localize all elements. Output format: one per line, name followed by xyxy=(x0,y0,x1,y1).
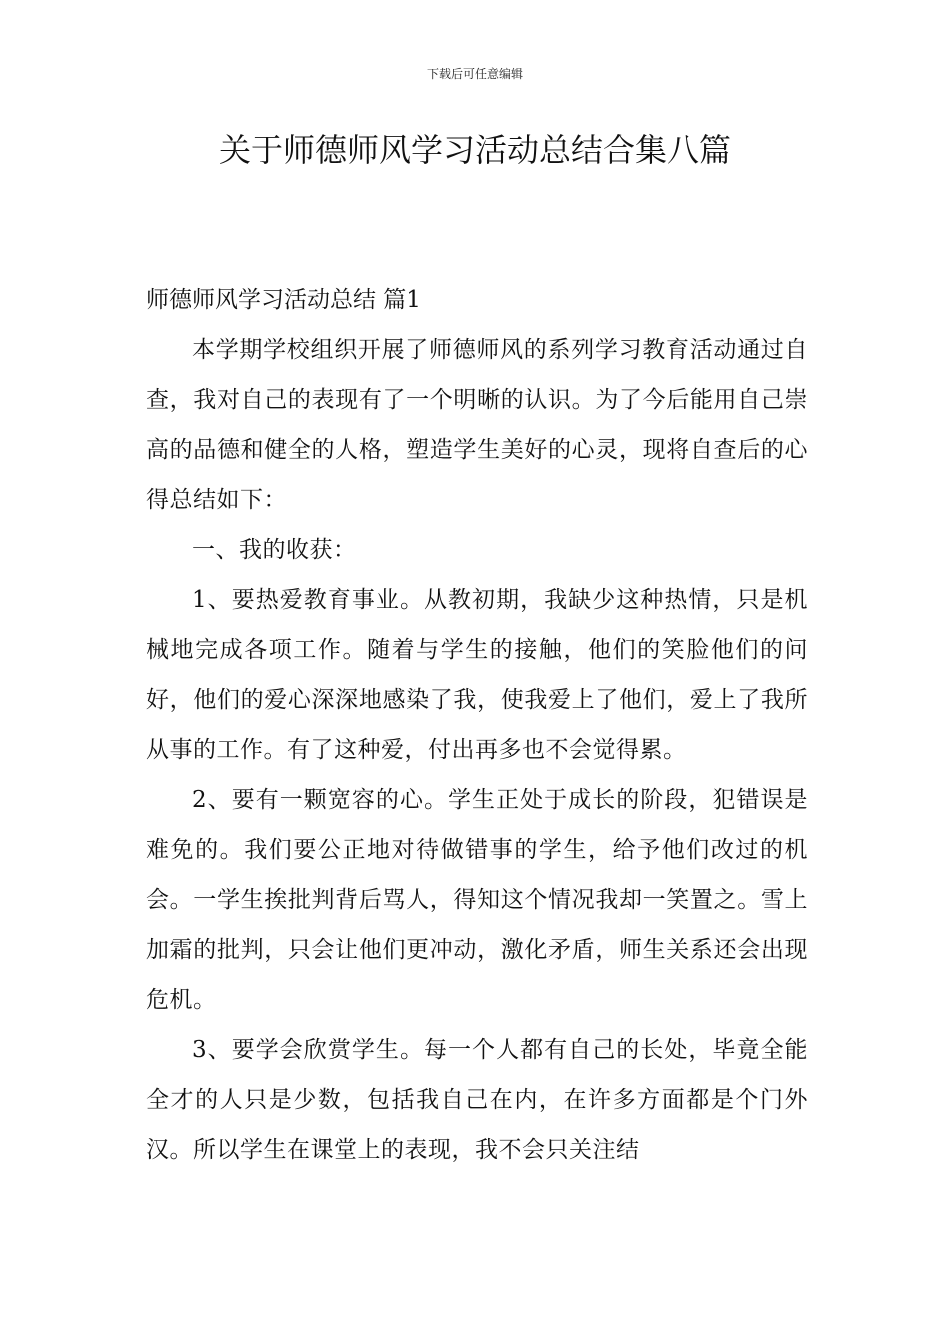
document-body xyxy=(146,275,808,1175)
paragraph-point-1: 1、要热爱教育事业。从教初期，我缺少这种热情，只是机械地完成各项工作。随着与学生的接触，他们的笑脸他们的问好，他们的爱心深深地感染了我，使我爱上了他们，爱上了我所从事的工作。有了这种爱，付出再多也不会觉得累。 xyxy=(146,587,808,763)
document-title: 关于师德师风学习活动总结合集八篇 xyxy=(218,131,731,169)
paragraph-intro: 本学期学校组织开展了师德师风的系列学习教育活动通过自查，我对自己的表现有了一个明晰的认识。为了今后能用自己崇高的品德和健全的人格，塑造学生美好的心灵，现将自查后的心得总结如下： xyxy=(146,337,808,513)
paragraph-gains-heading: 一、我的收获： xyxy=(192,537,357,563)
section-heading: 师德师风学习活动总结 篇1 xyxy=(146,287,421,313)
paragraph-point-2: 2、要有一颗宽容的心。学生正处于成长的阶段，犯错误是难免的。我们要公正地对待做错事的学生，给予他们改过的机会。一学生挨批判背后骂人，得知这个情况我却一笑置之。雪上加霜的批判，只会让他们更冲动，激化矛盾，师生关系还会出现危机。 xyxy=(146,787,808,1013)
paragraph-point-3: 3、要学会欣赏学生。每一个人都有自己的长处，毕竟全能全才的人只是少数，包括我自己在内，在许多方面都是个门外汉。所以学生在课堂上的表现，我不会只关注结 xyxy=(146,1037,808,1163)
header-note: 下载后可任意编辑 xyxy=(426,67,523,81)
